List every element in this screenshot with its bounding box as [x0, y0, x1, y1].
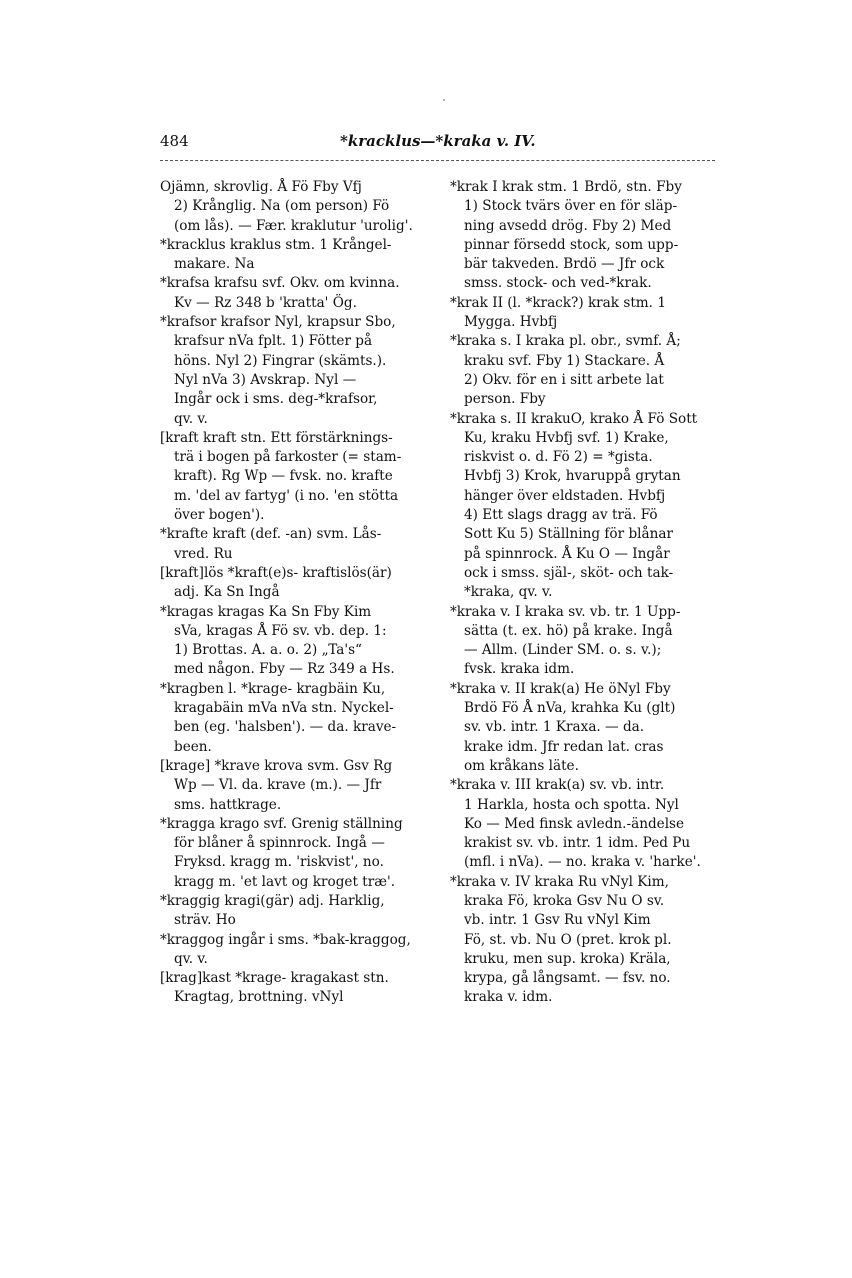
- dictionary-line: krafsur nVa fplt. 1) Fötter på: [174, 333, 373, 350]
- header-rule: [160, 160, 715, 161]
- dictionary-line: [krage] *krave krova svm. Gsv Rg: [160, 757, 393, 774]
- dictionary-line: [krag]kast *krage- kragakast stn.: [160, 970, 389, 987]
- dictionary-line: Sott Ku 5) Ställning för blånar: [464, 526, 673, 543]
- running-title: *kracklus—*kraka v. IV.: [340, 132, 536, 150]
- dictionary-line: *krak I krak stm. 1 Brdö, stn. Fby: [450, 179, 682, 195]
- dictionary-line: vb. intr. 1 Gsv Ru vNyl Kim: [464, 912, 651, 929]
- dictionary-line: krypa, gå långsamt. — fsv. no.: [464, 970, 671, 987]
- dictionary-line: 4) Ett slags dragg av trä. Fö: [464, 507, 658, 524]
- dictionary-line: om kråkans läte.: [464, 757, 579, 774]
- dictionary-line: *kracklus kraklus stm. 1 Krångel-: [160, 236, 392, 253]
- paper-speck: [443, 99, 445, 101]
- left-column: [160, 178, 422, 1008]
- dictionary-line: Brdö Fö Å nVa, krahka Ku (glt): [464, 700, 676, 717]
- dictionary-line: kraka Fö, kroka Gsv Nu O sv.: [464, 892, 665, 909]
- dictionary-line: trä i bogen på farkoster (= stam-: [174, 449, 402, 466]
- dictionary-line: *kraka v. I kraka sv. vb. tr. 1 Upp-: [450, 603, 681, 620]
- dictionary-line: *kragben l. *krage- kragbäin Ku,: [160, 680, 386, 697]
- dictionary-line: *kragas kragas Ka Sn Fby Kim: [160, 603, 372, 620]
- dictionary-line: sms. hattkrage.: [174, 796, 282, 813]
- dictionary-line: Fö, st. vb. Nu O (pret. krok pl.: [464, 931, 672, 948]
- dictionary-line: *kraggog ingår i sms. *bak-kraggog,: [160, 931, 411, 948]
- dictionary-line: Ingår ock i sms. deg-*krafsor,: [174, 391, 378, 408]
- dictionary-line: 1 Harkla, hosta och spotta. Nyl: [464, 796, 679, 813]
- dictionary-line: *krafsor krafsor Nyl, krapsur Sbo,: [160, 314, 396, 331]
- dictionary-line: Hvbfj 3) Krok, hvaruppå grytan: [464, 468, 681, 485]
- dictionary-line: fvsk. kraka idm.: [464, 661, 575, 678]
- dictionary-line: 2) Krånglig. Na (om person) Fö: [174, 198, 390, 215]
- dictionary-line: vred. Ru: [174, 545, 233, 562]
- dictionary-line: sv. vb. intr. 1 Kraxa. — da.: [464, 719, 645, 736]
- dictionary-line: över bogen').: [174, 507, 265, 524]
- dictionary-line: *krafte kraft (def. -an) svm. Lås-: [160, 526, 382, 543]
- dictionary-line: kragg m. 'et lavt og kroget træ'.: [174, 873, 396, 890]
- dictionary-line: 2) Okv. för en i sitt arbete lat: [464, 371, 664, 388]
- dictionary-line: sträv. Ho: [174, 912, 236, 929]
- dictionary-line: Mygga. Hvbfj: [464, 314, 558, 331]
- dictionary-line: 1) Brottas. A. a. o. 2) „Ta's“: [174, 642, 362, 659]
- dictionary-line: Ku, kraku Hvbfj svf. 1) Krake,: [464, 429, 669, 446]
- dictionary-line: [kraft kraft stn. Ett förstärknings-: [160, 429, 393, 446]
- dictionary-line: hänger över eldstaden. Hvbfj: [464, 487, 666, 504]
- dictionary-line: smss. stock- och ved-*krak.: [464, 275, 652, 292]
- dictionary-line: qv. v.: [174, 410, 208, 427]
- dictionary-line: krakist sv. vb. intr. 1 idm. Ped Pu: [464, 835, 691, 852]
- dictionary-line: kragabäin mVa nVa stn. Nyckel-: [174, 700, 394, 717]
- dictionary-line: kraft). Rg Wp — fvsk. no. krafte: [174, 468, 393, 485]
- dictionary-line: — Allm. (Linder SM. o. s. v.);: [464, 642, 662, 659]
- page-number: 484: [160, 132, 189, 150]
- dictionary-line: qv. v.: [174, 950, 208, 967]
- dictionary-line: 1) Stock tvärs över en för släp-: [464, 198, 678, 215]
- right-column: [450, 178, 716, 1008]
- dictionary-line: Wp — Vl. da. krave (m.). — Jfr: [174, 777, 382, 794]
- dictionary-line: höns. Nyl 2) Fingrar (skämts.).: [174, 352, 387, 369]
- dictionary-line: på spinnrock. Å Ku O — Ingår: [464, 545, 670, 562]
- dictionary-line: sätta (t. ex. hö) på krake. Ingå: [464, 622, 673, 639]
- dictionary-line: bär takveden. Brdö — Jfr ock: [464, 256, 665, 273]
- dictionary-line: riskvist o. d. Fö 2) = *gista.: [464, 449, 653, 466]
- dictionary-line: pinnar försedd stock, som upp-: [464, 236, 679, 253]
- dictionary-line: (mfl. i nVa). — no. kraka v. 'harke'.: [464, 854, 701, 871]
- dictionary-line: *kraggig kragi(gär) adj. Harklig,: [160, 892, 385, 909]
- dictionary-line: person. Fby: [464, 391, 546, 408]
- dictionary-line: *krak II (l. *krack?) krak stm. 1: [450, 294, 666, 311]
- dictionary-line: m. 'del av fartyg' (i no. 'en stötta: [174, 487, 399, 504]
- dictionary-line: been.: [174, 738, 212, 755]
- dictionary-line: ning avsedd drög. Fby 2) Med: [464, 217, 672, 234]
- dictionary-line: sVa, kragas Å Fö sv. vb. dep. 1:: [174, 622, 387, 639]
- dictionary-line: Nyl nVa 3) Avskrap. Nyl —: [174, 371, 357, 388]
- dictionary-line: (om lås). — Fær. kraklutur 'urolig'.: [174, 217, 413, 234]
- dictionary-line: för blåner å spinnrock. Ingå —: [174, 835, 385, 852]
- dictionary-line: Ko — Med finsk avledn.-ändelse: [464, 815, 685, 832]
- dictionary-line: makare. Na: [174, 256, 255, 273]
- dictionary-line: *kraka, qv. v.: [464, 584, 553, 601]
- dictionary-line: Fryksd. kragg m. 'riskvist', no.: [174, 854, 384, 871]
- dictionary-line: kraku svf. Fby 1) Stackare. Å: [464, 352, 665, 369]
- dictionary-line: *kraka v. IV kraka Ru vNyl Kim,: [450, 873, 669, 890]
- dictionary-line: [kraft]lös *kraft(e)s- kraftislös(är): [160, 564, 392, 581]
- dictionary-line: *kraka s. II krakuO, krako Å Fö Sott: [450, 410, 698, 427]
- dictionary-line: *kraka v. II krak(a) He öNyl Fby: [450, 680, 671, 697]
- dictionary-line: *krafsa krafsu svf. Okv. om kvinna.: [160, 275, 400, 292]
- dictionary-line: med någon. Fby — Rz 349 a Hs.: [174, 661, 395, 678]
- dictionary-line: Kv — Rz 348 b 'kratta' Ög.: [174, 294, 357, 311]
- dictionary-line: kraka v. idm.: [464, 989, 553, 1006]
- dictionary-line: *kragga krago svf. Grenig ställning: [160, 815, 403, 832]
- dictionary-line: Ojämn, skrovlig. Å Fö Fby Vfj: [160, 179, 362, 195]
- dictionary-line: *kraka s. I kraka pl. obr., svmf. Å;: [450, 333, 681, 350]
- dictionary-line: adj. Ka Sn Ingå: [174, 584, 280, 601]
- dictionary-line: ben (eg. 'halsben'). — da. krave-: [174, 719, 397, 736]
- dictionary-line: kruku, men sup. kroka) Kräla,: [464, 950, 671, 967]
- dictionary-line: *kraka v. III krak(a) sv. vb. intr.: [450, 777, 665, 794]
- dictionary-line: krake idm. Jfr redan lat. cras: [464, 738, 664, 755]
- dictionary-line: Kragtag, brottning. vNyl: [174, 989, 344, 1006]
- dictionary-line: ock i smss. själ-, sköt- och tak-: [464, 564, 674, 581]
